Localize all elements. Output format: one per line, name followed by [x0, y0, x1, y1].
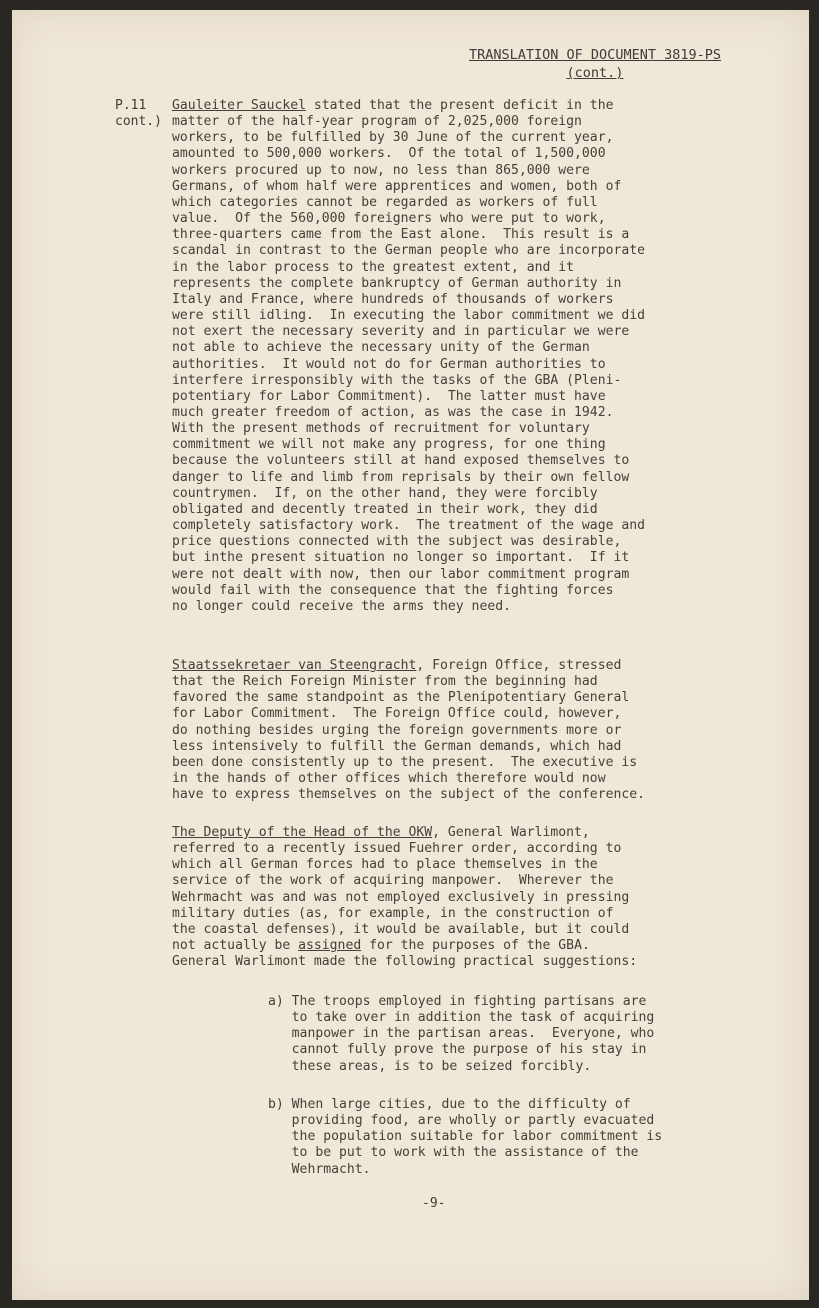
paragraph-sauckel-text: stated that the present deficit in the matter of the half-year program of 2,025,000 foreign workers, to be fulfilled by 30 June of the current year, amounted to 500,000 workers. Of the total of 1,500,000 workers procured up to now, no less than 865,000 were Germans, of whom half were apprentices and women, both of which categories cannot be regarded as workers of full value. Of the 560,000 foreigners who were put to work, three-quarters came from the East alone. This result is a scandal in contrast to the German people who are incorporate in the labor process to the greatest extent, and it represents the complete bankruptcy of German authority in Italy and France, where hundreds of thousands of workers were still idling. In executing the labor commitment we did not exert the necessary severity and in particular we were not able to achieve the necessary unity of the German authorities. It would not do for German authorities to interfere irresponsibly with the tasks of the GBA (Pleni- potentiary for Labor Commitment). The latter must have much greater freedom of action, as was the case in 1942. With the present methods of recruitment for voluntary commitment we will not make any progress, for one thing because the volunteers still at hand exposed themselves to danger to life and limb from reprisals by their own fellow countrymen. If, on the other hand, they were forcibly obligated and decently treated in their work, they did completely satisfactory work. The treatment of the wage and price questions connected with the subject was desirable, but inthe present situation no longer so important. If it were not dealt with now, then our labor commitment program would fail with the consequence that the fighting forces no longer could receive the arms they need.	[172, 98, 645, 614]
document-page	[12, 10, 809, 1300]
paragraph-warlimont-text-b: for the purposes of the GBA. General Warlimont made the following practical suggestions:	[172, 938, 638, 970]
document-title: TRANSLATION OF DOCUMENT 3819-PS	[469, 47, 721, 63]
document-subtitle: (cont.)	[566, 65, 624, 81]
emphasis-assigned: assigned	[298, 938, 362, 954]
paragraph-warlimont	[172, 825, 672, 970]
speaker-warlimont: The Deputy of the Head of the OKW	[172, 825, 433, 840]
suggestion-a	[268, 994, 698, 1075]
speaker-steengracht: Staatssekretaer van Steengracht	[172, 658, 417, 673]
margin-reference: P.11 cont.)	[115, 98, 162, 130]
speaker-sauckel: Gauleiter Sauckel	[172, 98, 307, 113]
paragraph-steengracht	[172, 658, 672, 803]
suggestion-b	[268, 1097, 698, 1178]
page-number: -9-	[422, 1196, 446, 1211]
suggestion-b-marker: b)	[268, 1097, 284, 1112]
paragraph-steengracht-text: , Foreign Office, stressed that the Reich Foreign Minister from the beginning had favored the same standpoint as the Plenipotentiary General for Labor Commitment. The Foreign Office could, however, do nothing besides urging the foreign governments more or less intensively to fulfill the German demands, which had been done consistently up to the present. The executive is in the hands of other offices which therefore would now have to express themselves on the subject of the conference.	[172, 658, 645, 803]
suggestion-b-text: When large cities, due to the difficulty of providing food, are wholly or partly evacuated the population suitable for labor commitment is to be put to work with the assistance of the Wehrmacht.	[291, 1097, 663, 1177]
paragraph-warlimont-text-a: , General Warlimont, referred to a recently issued Fuehrer order, according to which all German forces had to place themselves in the service of the work of acquiring manpower. Wherever the Wehrmacht was and was not employed exclusively in pressing military duties (as, for example, in the construction of the coastal defenses), it would be available, but it could not actually be	[172, 825, 630, 954]
paragraph-sauckel	[172, 98, 672, 615]
document-header	[455, 46, 735, 82]
suggestion-a-text: The troops employed in fighting partisans are to take over in addition the task of acquiring manpower in the partisan areas. Everyone, who cannot fully prove the purpose of his stay in these areas, is to be seized forcibly.	[291, 994, 655, 1074]
suggestion-a-marker: a)	[268, 994, 284, 1009]
